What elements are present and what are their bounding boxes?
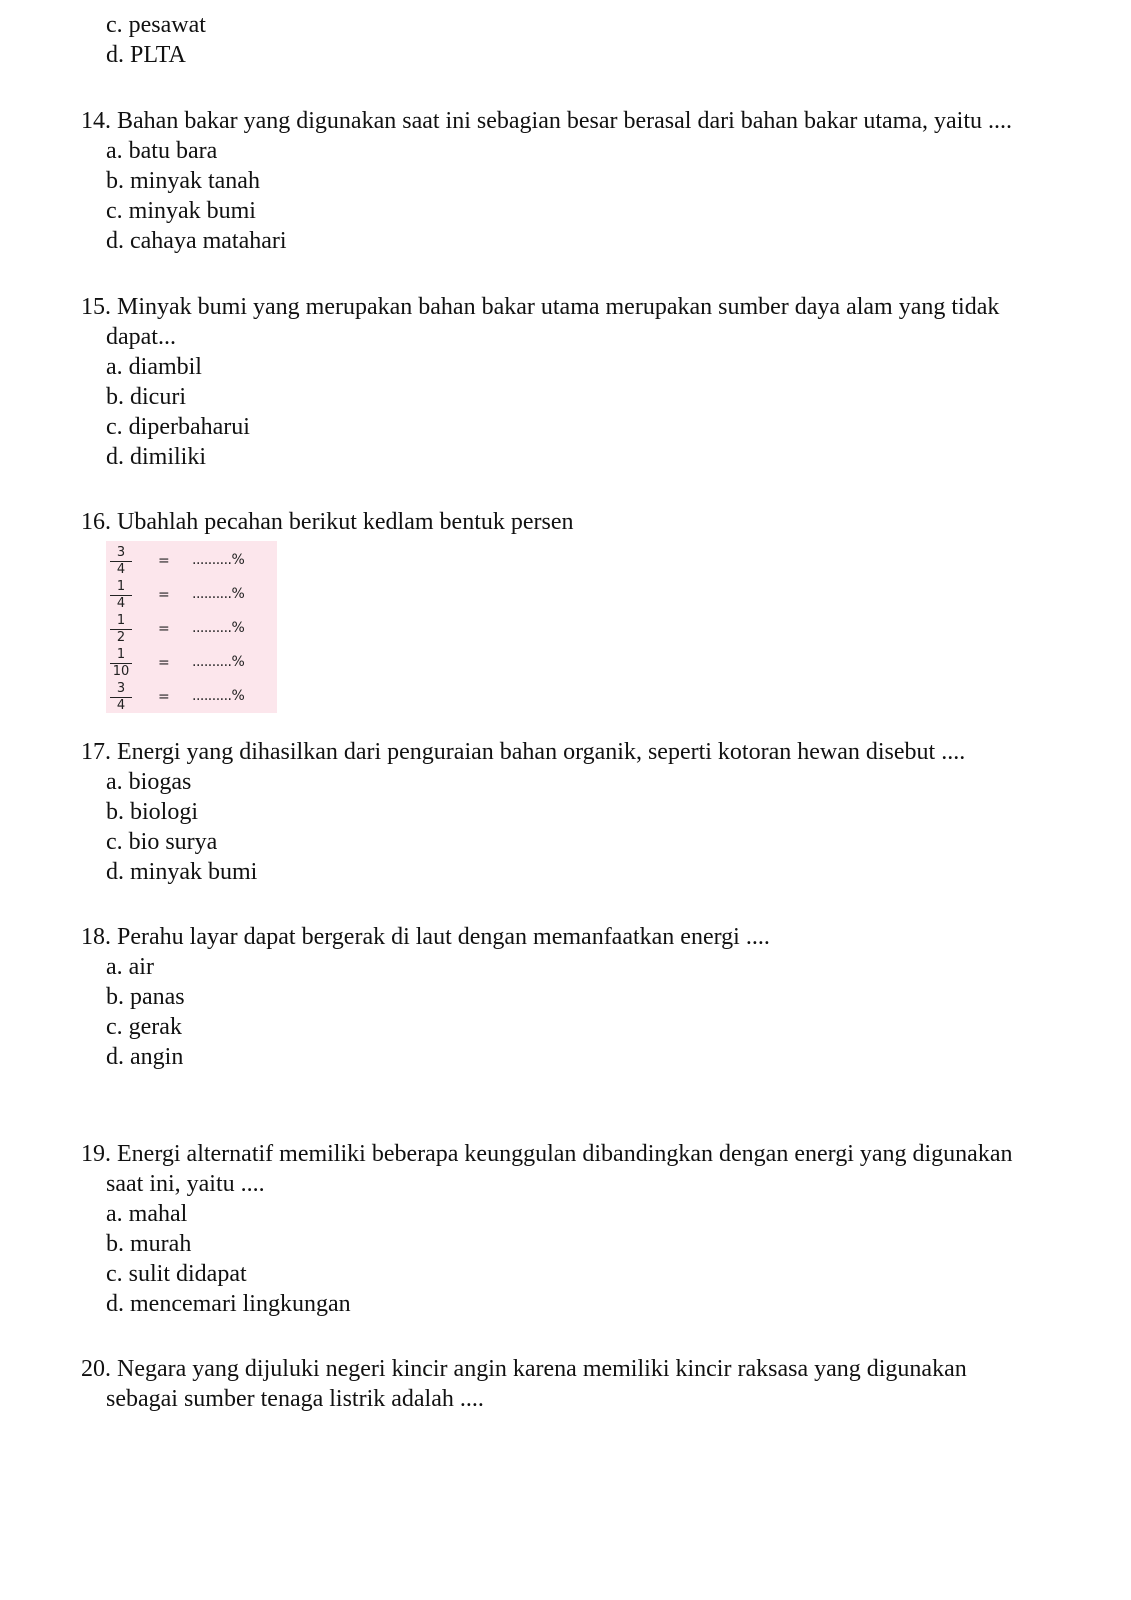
q20-question-line2: sebagai sumber tenaga listrik adalah .... xyxy=(106,1386,484,1412)
answer-blank[interactable]: ..........% xyxy=(192,654,245,670)
q19-option-a: a. mahal xyxy=(106,1201,188,1227)
equals-sign: = xyxy=(158,689,170,705)
q13-option-d: d. PLTA xyxy=(106,42,186,68)
q18-option-d: d. angin xyxy=(106,1044,184,1070)
q18-option-c: c. gerak xyxy=(106,1014,182,1040)
q17-option-a: a. biogas xyxy=(106,769,192,795)
q18-option-b: b. panas xyxy=(106,984,185,1010)
q14-option-a: a. batu bara xyxy=(106,138,218,164)
q14-option-d: d. cahaya matahari xyxy=(106,228,287,254)
fraction: $\frac{3}{4}$ xyxy=(110,546,132,577)
q19-option-c: c. sulit didapat xyxy=(106,1261,247,1287)
q17-option-b: b. biologi xyxy=(106,799,199,825)
fraction-row xyxy=(106,682,277,716)
equals-sign: = xyxy=(158,587,170,603)
q15-question-line2: dapat... xyxy=(106,324,176,350)
answer-blank[interactable]: ..........% xyxy=(192,552,245,568)
q19-option-b: b. murah xyxy=(106,1231,192,1257)
q16-question: 16. Ubahlah pecahan berikut kedlam bentuk persen xyxy=(81,509,574,535)
q14-question: 14. Bahan bakar yang digunakan saat ini sebagian besar berasal dari bahan bakar utama, yaitu .... xyxy=(81,108,1012,134)
q14-option-c: c. minyak bumi xyxy=(106,198,256,224)
q13-option-c: c. pesawat xyxy=(106,12,206,38)
q15-option-d: d. dimiliki xyxy=(106,444,207,470)
answer-blank[interactable]: ..........% xyxy=(192,688,245,704)
fraction: $\frac{1}{2}$ xyxy=(110,614,132,645)
fraction: $\frac{1}{10}$ xyxy=(110,648,132,679)
q15-option-c: c. diperbaharui xyxy=(106,414,250,440)
q15-option-b: b. dicuri xyxy=(106,384,186,410)
equals-sign: = xyxy=(158,621,170,637)
answer-blank[interactable]: ..........% xyxy=(192,586,245,602)
q15-question-line1: 15. Minyak bumi yang merupakan bahan bakar utama merupakan sumber daya alam yang tidak xyxy=(81,294,1000,320)
q17-option-c: c. bio surya xyxy=(106,829,218,855)
q19-option-d: d. mencemari lingkungan xyxy=(106,1291,351,1317)
q15-option-a: a. diambil xyxy=(106,354,202,380)
fraction: $\frac{3}{4}$ xyxy=(110,682,132,713)
q17-question: 17. Energi yang dihasilkan dari penguraian bahan organik, seperti kotoran hewan disebut .... xyxy=(81,739,966,765)
fraction-row xyxy=(106,580,277,614)
q14-option-b: b. minyak tanah xyxy=(106,168,260,194)
q19-question-line1: 19. Energi alternatif memiliki beberapa keunggulan dibandingkan dengan energi yang digunakan xyxy=(81,1141,1013,1167)
fraction-row xyxy=(106,648,277,682)
fraction: $\frac{1}{4}$ xyxy=(110,580,132,611)
q18-option-a: a. air xyxy=(106,954,154,980)
q17-option-d: d. minyak bumi xyxy=(106,859,258,885)
fraction-row xyxy=(106,614,277,648)
equals-sign: = xyxy=(158,655,170,671)
q19-question-line2: saat ini, yaitu .... xyxy=(106,1171,265,1197)
answer-blank[interactable]: ..........% xyxy=(192,620,245,636)
q18-question: 18. Perahu layar dapat bergerak di laut dengan memanfaatkan energi .... xyxy=(81,924,770,950)
fraction-row xyxy=(106,546,277,580)
fraction-table xyxy=(106,541,277,713)
q20-question-line1: 20. Negara yang dijuluki negeri kincir angin karena memiliki kincir raksasa yang digunakan xyxy=(81,1356,967,1382)
equals-sign: = xyxy=(158,553,170,569)
